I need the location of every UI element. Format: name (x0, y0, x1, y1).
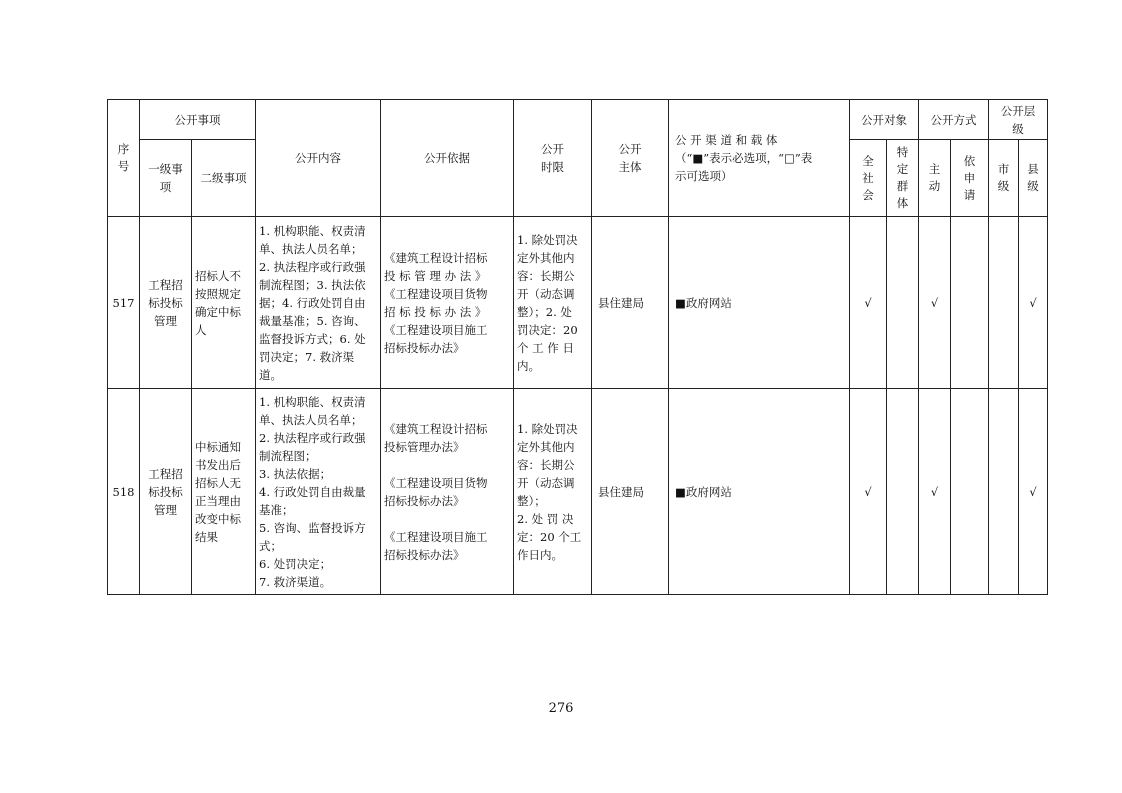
header-level-county: 县 级 (1019, 140, 1048, 217)
row-level2: 招标人不 按照规定 确定中标 人 (192, 217, 256, 389)
row-level1: 工程招 标投标 管理 (140, 389, 192, 595)
table-row (108, 389, 1048, 595)
row-target-all: √ (850, 389, 887, 595)
row-level-city (989, 217, 1019, 389)
row-target-specific (887, 217, 919, 389)
header-level-city: 市 级 (989, 140, 1019, 217)
row-method-active: √ (919, 389, 951, 595)
row-method-request (951, 389, 989, 595)
row-target-specific (887, 389, 919, 595)
row-level-city (989, 389, 1019, 595)
page-number: 276 (548, 701, 574, 716)
header-method-request: 依 申 请 (951, 140, 989, 217)
header-level2: 二级事项 (192, 140, 256, 217)
row-channel: ■政府网站 (669, 389, 850, 595)
row-target-all: √ (850, 217, 887, 389)
row-level-county: √ (1019, 389, 1048, 595)
header-method-active: 主 动 (919, 140, 951, 217)
header-target-specific: 特 定 群 体 (887, 140, 919, 217)
row-method-active: √ (919, 217, 951, 389)
row-method-request (951, 217, 989, 389)
header-row-1 (108, 100, 1048, 140)
row-seq: 517 (108, 217, 140, 389)
header-level1: 一级事 项 (140, 140, 192, 217)
header-matter: 公开事项 (140, 100, 256, 140)
row-subject: 县住建局 (592, 217, 669, 389)
row-seq: 518 (108, 389, 140, 595)
header-content: 公开内容 (256, 100, 381, 217)
header-target-all: 全 社 会 (850, 140, 887, 217)
header-seq: 序 号 (108, 100, 140, 217)
row-content: 1. 机构职能、权责清 单、执法人员名单； 2. 执法程序或行政强 制流程图；3. 执法依 据；4. 行政处罚自由 裁量基准；5. 咨询、 监督投诉方式；6. 处 罚决定；7. 救济渠道。 (256, 217, 381, 389)
header-time-limit: 公开 时限 (514, 100, 592, 217)
row-basis: 《建筑工程设计招标 投标管理办法》 《工程建设项目货物 招标投标办法》 《工程建设项目施工 招标投标办法》 (381, 389, 514, 595)
header-subject: 公开 主体 (592, 100, 669, 217)
header-channel: 公 开 渠 道 和 载 体 （“■”表示必选项，“□”表 示可选项） (669, 100, 850, 217)
row-level2: 中标通知 书发出后 招标人无 正当理由 改变中标 结果 (192, 389, 256, 595)
row-basis: 《建筑工程设计招标 投 标 管 理 办 法 》 《工程建设项目货物 招 标 投 标 办 法 》 《工程建设项目施工 招标投标办法》 (381, 217, 514, 389)
row-time-limit: 1. 除处罚决 定外其他内 容：长期公 开（动态调 整）； 2. 处 罚 决 定：20 个工 作日内。 (514, 389, 592, 595)
row-channel: ■政府网站 (669, 217, 850, 389)
header-target: 公开对象 (850, 100, 919, 140)
table-row (108, 217, 1048, 389)
header-method: 公开方式 (919, 100, 989, 140)
header-basis: 公开依据 (381, 100, 514, 217)
row-level1: 工程招 标投标 管理 (140, 217, 192, 389)
row-content: 1. 机构职能、权责清 单、执法人员名单； 2. 执法程序或行政强 制流程图； 3. 执法依据； 4. 行政处罚自由裁量 基准； 5. 咨询、监督投诉方 式； 6. 处罚决定； 7. 救济渠道。 (256, 389, 381, 595)
row-time-limit: 1. 除处罚决 定外其他内 容：长期公 开（动态调 整）；2. 处 罚决定：20 个 工 作 日 内。 (514, 217, 592, 389)
row-subject: 县住建局 (592, 389, 669, 595)
row-level-county: √ (1019, 217, 1048, 389)
disclosure-table (107, 99, 1048, 595)
header-level: 公开层 级 (989, 100, 1048, 140)
